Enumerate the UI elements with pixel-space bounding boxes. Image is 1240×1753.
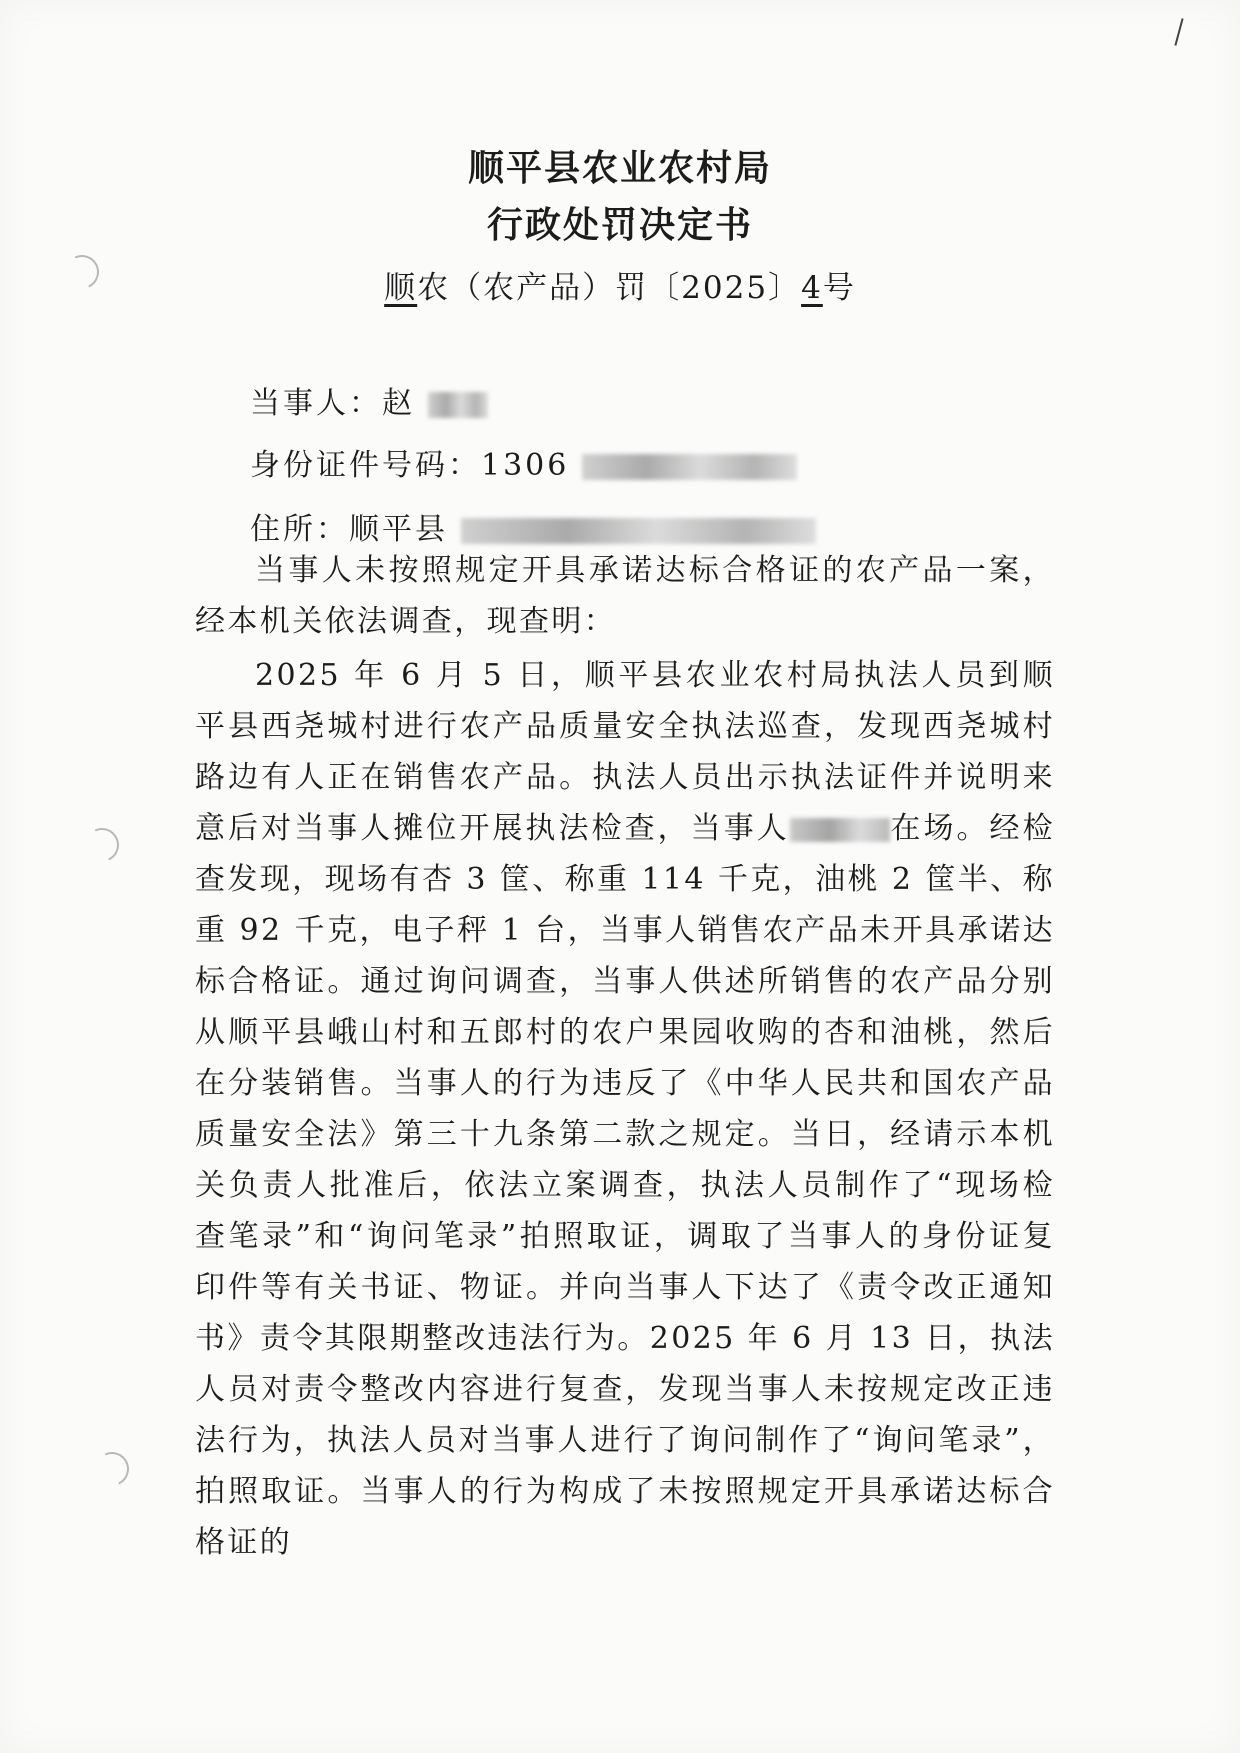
party-name-field — [250, 378, 488, 422]
findings-intro — [195, 545, 1055, 647]
party-name-value: 赵 — [382, 386, 415, 421]
id-number-value: 1306 — [481, 448, 570, 483]
punch-hole-bottom — [90, 1447, 134, 1491]
redaction-inline-name — [790, 818, 890, 842]
address-label: 住所： — [250, 512, 349, 547]
address-value: 顺平县 — [349, 512, 448, 547]
punch-hole-middle — [80, 823, 124, 867]
redaction-name — [428, 392, 488, 418]
doc-number-prefix: 顺 — [384, 270, 418, 306]
redaction-id — [582, 454, 797, 480]
doc-number-value: 4 — [801, 270, 823, 306]
findings-body — [195, 650, 1055, 1568]
document-title: 行政处罚决定书 — [486, 204, 753, 246]
redaction-address — [461, 518, 816, 544]
doc-number-middle: 农（农产品）罚〔2025〕 — [417, 270, 802, 306]
paragraph-intro: 当事人未按照规定开具承诺达标合格证的农产品一案，经本机关依法调查，现查明： — [195, 553, 1055, 639]
issuer-title: 顺平县农业农村局 — [467, 147, 772, 189]
paragraph-findings — [195, 650, 1055, 1568]
findings-part2: 在场。经检查发现，现场有杏 3 筐、称重 114 千克，油桃 2 筐半、称重 92 千克，电子秤 1 台，当事人销售农产品未开具承诺达标合格证。通过询问调查，当事人供述所销售的农产品分别从顺平县峨山村和五郎村的农户果园收购的杏和油桃，然后在分装销售。当事人的行为违反了《中华人民共和国农产品质量安全法》第三十九条第二款之规定。当日，经请示本机关负责人批准后，依法立案调查，执法人员制作了“现场检查笔录”和“询问笔录”拍照取证，调取了当事人的身份证复印件等有关书证、物证。并向当事人下达了《责令改正通知书》责令其限期整改违法行为。2025 年 6 月 13 日，执法人员对责令整改内容进行复查，发现当事人未按规定改正违法行为，执法人员对当事人进行了询问制作了“询问笔录”，拍照取证。当事人的行为构成了未按照规定开具承诺达标合格证的 — [195, 811, 1055, 1560]
scan-mark — [1174, 18, 1183, 46]
document-number — [0, 262, 1240, 307]
findings-part1: 2025 年 6 月 5 日，顺平县农业农村局执法人员到顺平县西尧城村进行农产品质量安全执法巡查，发现西尧城村路边有人正在销售农产品。执法人员出示执法证件并说明来意后对当事人摊位开展执法检查，当事人 — [195, 658, 1055, 846]
doc-number-suffix: 号 — [822, 270, 856, 306]
id-number-field — [250, 440, 797, 484]
address-field — [250, 504, 816, 548]
party-name-label: 当事人： — [250, 386, 382, 421]
id-number-label: 身份证件号码： — [250, 448, 481, 483]
